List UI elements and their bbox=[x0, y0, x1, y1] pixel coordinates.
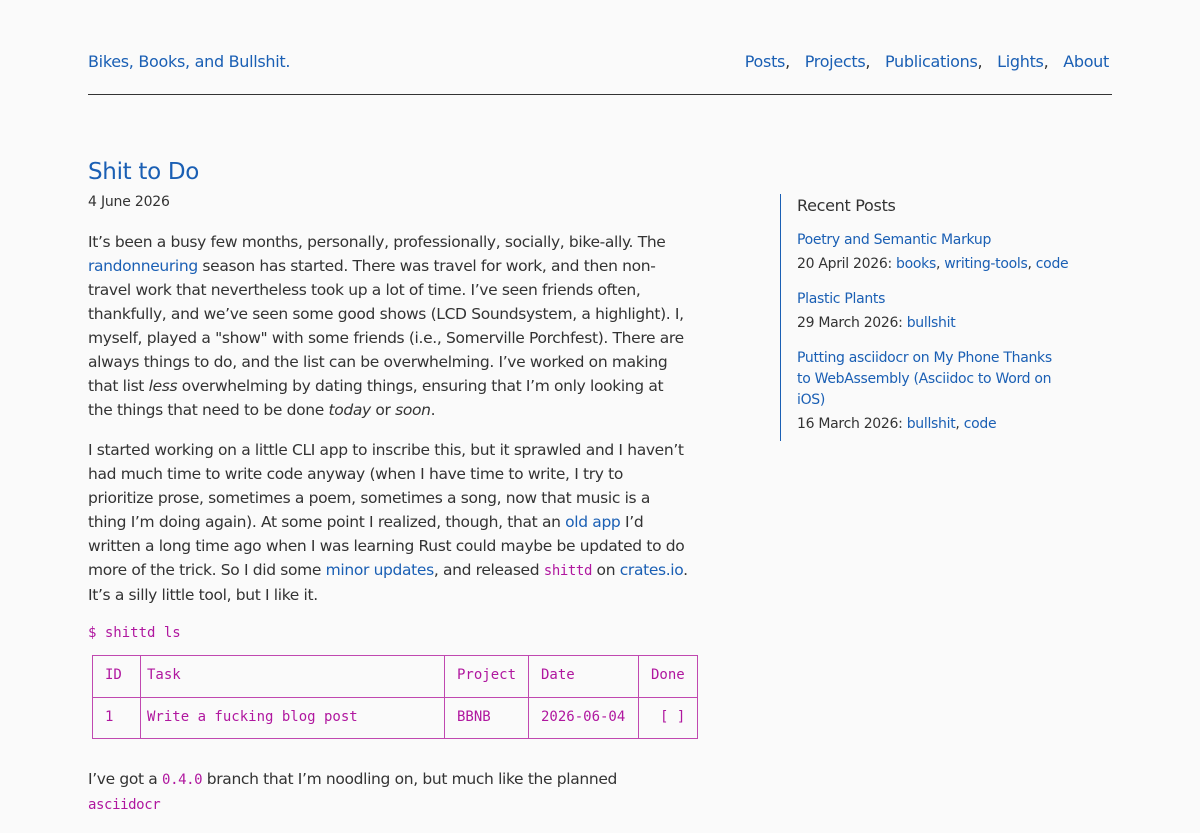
recent-post-link[interactable]: Plastic Plants bbox=[797, 291, 886, 307]
post-paragraph-3 bbox=[88, 767, 688, 817]
task-table bbox=[88, 655, 698, 741]
table-header-project: Project bbox=[457, 667, 517, 683]
text-run: overwhelming by dating things, ensuring that I’m only looking at the things that need to be done bbox=[88, 377, 664, 419]
nav-item-projects bbox=[805, 52, 880, 71]
emphasis-less: less bbox=[148, 377, 178, 395]
minor-updates-link[interactable]: minor updates bbox=[325, 561, 434, 579]
tag-link-code[interactable]: code bbox=[1035, 256, 1069, 272]
nav-separator: , bbox=[977, 52, 983, 71]
recent-post-link[interactable]: Putting asciidocr on My Phone Thanks to WebAssembly (Asciidoc to Word on iOS) bbox=[797, 350, 1052, 408]
post-date: 4 June 2026 bbox=[88, 194, 170, 210]
post-paragraph-2 bbox=[88, 438, 688, 607]
text-run: I’d written a long time ago when I was learning Rust could maybe be updated to do more of the trick. So I did some bbox=[88, 513, 685, 579]
nav-item-lights bbox=[997, 52, 1058, 71]
text-run: on bbox=[591, 561, 620, 579]
text-run: . bbox=[430, 401, 436, 419]
text-run: I started working on a little CLI app to inscribe this, but it sprawled and I haven’t had much time to write code anyway (when I have time to write, I try to prioritize prose, sometimes a poem, sometimes a song, now that music is a thing I’m doing again). At some point I realized, though, that an bbox=[88, 441, 684, 531]
randonneuring-link[interactable]: randonneuring bbox=[88, 257, 198, 275]
table-header-done: Done bbox=[651, 667, 685, 683]
recent-post-date: 16 March 2026: bbox=[797, 416, 903, 432]
recent-post-item bbox=[797, 348, 1097, 435]
text-run: It’s been a busy few months, personally, professionally, socially, bike-ally. The bbox=[88, 233, 666, 251]
inline-code-version: 0.4.0 bbox=[162, 772, 203, 788]
table-header-task: Task bbox=[147, 667, 181, 683]
table-cell-done-checkbox: [ ] bbox=[660, 709, 686, 725]
nav-link-lights[interactable]: Lights bbox=[997, 52, 1044, 71]
text-run: . It’s a silly little tool, but I like it. bbox=[88, 561, 688, 604]
recent-post-meta: 16 March 2026: bullshit, code bbox=[797, 416, 997, 432]
nav-link-about[interactable]: About bbox=[1063, 52, 1109, 71]
recent-post-item bbox=[797, 230, 1097, 275]
recent-post-meta bbox=[797, 313, 1097, 334]
recent-post-item bbox=[797, 289, 1097, 334]
shell-command: $ shittd ls bbox=[88, 625, 181, 641]
post-paragraph-1 bbox=[88, 230, 688, 422]
site-title-link[interactable]: Bikes, Books, and Bullshit. bbox=[88, 52, 291, 71]
crates-io-link[interactable]: crates.io bbox=[619, 561, 684, 579]
emphasis-today: today bbox=[328, 401, 371, 419]
nav-link-publications[interactable]: Publications bbox=[884, 52, 978, 71]
recent-post-date: 20 April 2026: bbox=[797, 256, 892, 272]
old-app-link[interactable]: old app bbox=[565, 513, 621, 531]
site-header bbox=[88, 48, 1112, 95]
table-cell-date: 2026-06-04 bbox=[541, 709, 626, 725]
text-run: I’ve got a bbox=[88, 770, 163, 788]
text-run: , and released bbox=[433, 561, 544, 579]
nav-item-about bbox=[1063, 52, 1109, 71]
recent-post-date: 29 March 2026: bbox=[797, 315, 903, 331]
tag-link-bullshit[interactable]: bullshit bbox=[906, 315, 956, 331]
table-header-divider bbox=[92, 697, 698, 698]
tag-link-bullshit[interactable]: bullshit bbox=[906, 416, 956, 432]
post-article bbox=[88, 155, 700, 833]
tag-link-code[interactable]: code bbox=[963, 416, 997, 432]
nav-separator: , bbox=[865, 52, 871, 71]
table-cell-id: 1 bbox=[105, 709, 114, 725]
table-cell-project: BBNB bbox=[457, 709, 491, 725]
nav-link-posts[interactable]: Posts bbox=[744, 52, 786, 71]
emphasis-soon: soon bbox=[395, 401, 431, 419]
recent-post-meta: 20 April 2026: books, writing-tools, code bbox=[797, 256, 1069, 272]
tag-link-writing-tools[interactable]: writing-tools bbox=[944, 256, 1028, 272]
post-title: Shit to Do bbox=[88, 159, 200, 185]
inline-code-asciidocr: asciidocr bbox=[88, 797, 161, 813]
table-cell-task: Write a fucking blog post bbox=[147, 709, 358, 725]
text-run: season has started. There was travel for work, and then non-travel work that nevertheless took up a lot of time. I’ve seen friends often, thankfully, and we’ve seen some good shows (LCD Soundsystem, a highlight). I, myself, played a "show" with some friends (i.e., Somerville Porchfest). There are always things to do, and the list can be overwhelming. I’ve worked on making that list bbox=[88, 257, 684, 395]
nav-item-publications bbox=[885, 52, 992, 71]
table-header-id: ID bbox=[105, 667, 122, 683]
nav-separator: , bbox=[785, 52, 790, 71]
inline-code-shittd: shittd bbox=[543, 563, 592, 579]
table-header-date: Date bbox=[541, 667, 575, 683]
nav-link-projects[interactable]: Projects bbox=[804, 52, 866, 71]
recent-posts-sidebar bbox=[780, 194, 1097, 441]
tag-link-books[interactable]: books bbox=[896, 256, 936, 272]
recent-post-link[interactable]: Poetry and Semantic Markup bbox=[797, 232, 992, 248]
recent-posts-heading: Recent Posts bbox=[797, 196, 896, 215]
text-run: branch that I’m noodling on, but much like the planned bbox=[202, 770, 617, 788]
nav-item-posts bbox=[745, 52, 800, 71]
text-run: or bbox=[370, 401, 396, 419]
main-nav bbox=[745, 51, 1109, 73]
nav-separator: , bbox=[1043, 52, 1049, 71]
